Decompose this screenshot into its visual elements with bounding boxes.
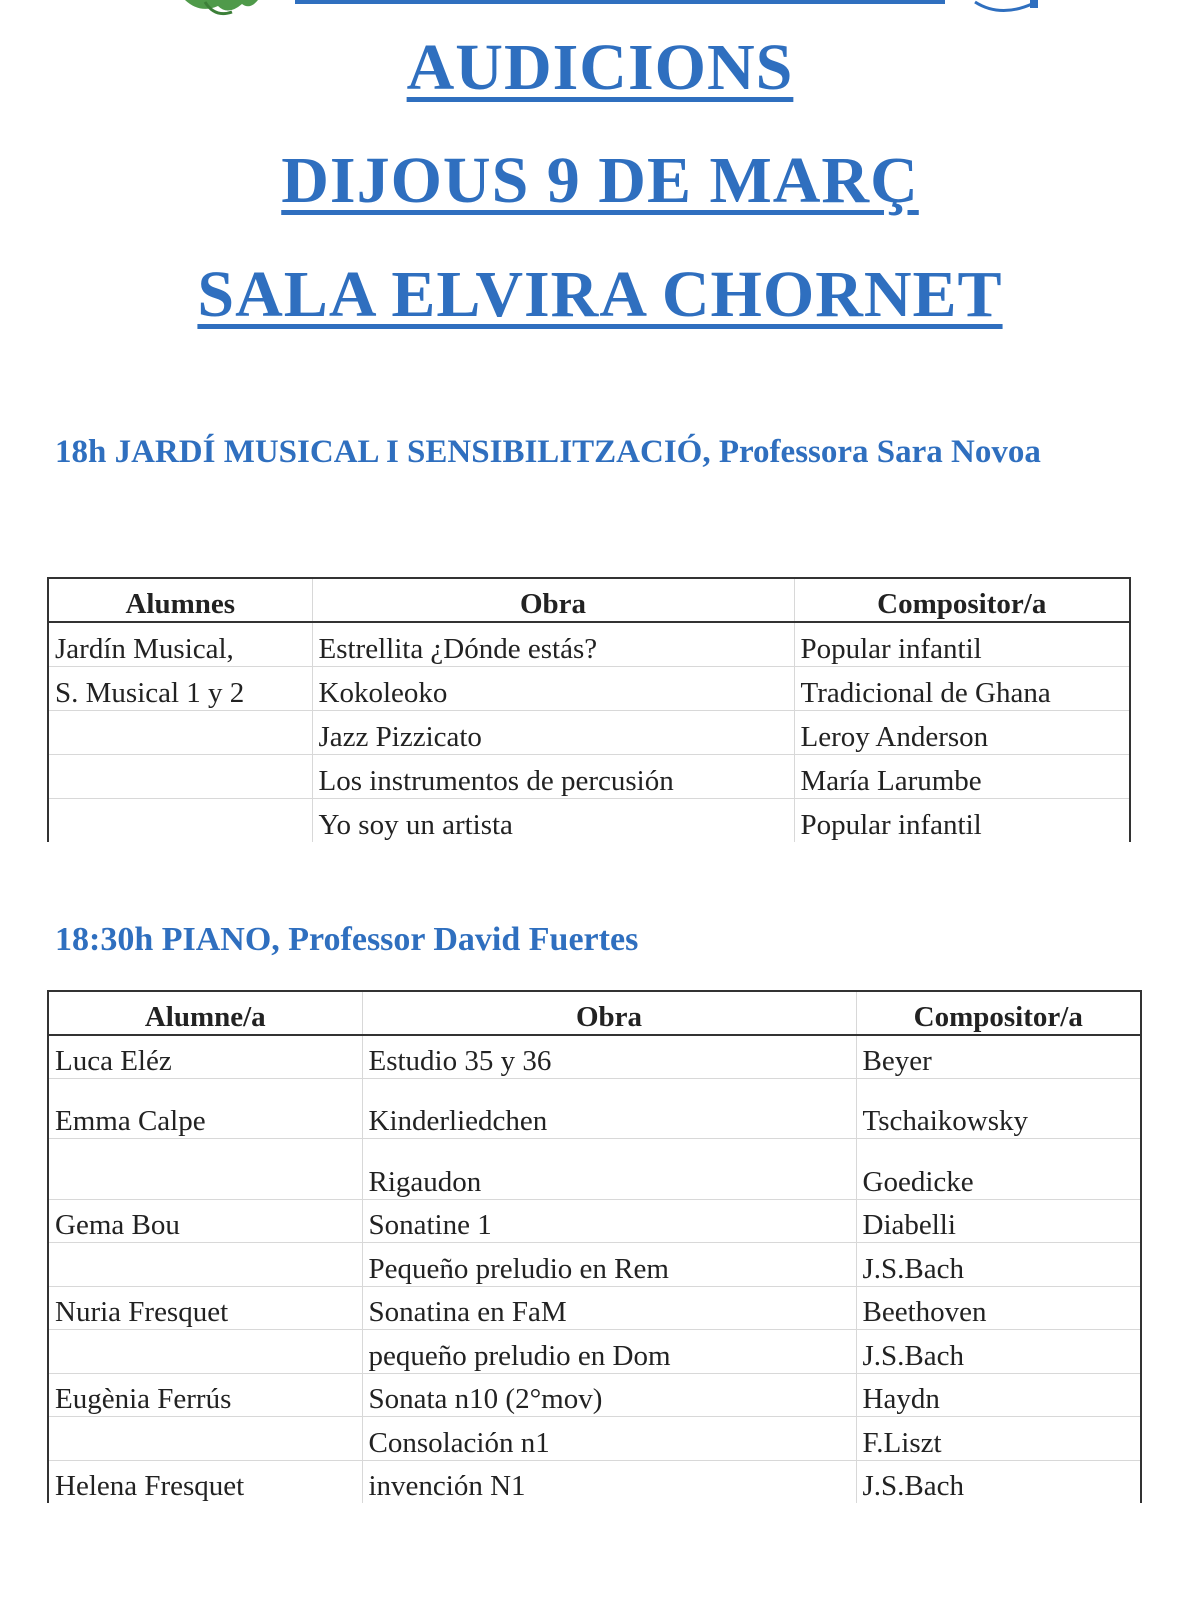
title-auditions: AUDICIONS (406, 31, 794, 104)
work-cell: Rigaudon (362, 1138, 856, 1199)
student-cell (48, 798, 312, 842)
column-header-students: Alumnes (48, 578, 312, 622)
title-date: DIJOUS 9 DE MARÇ (281, 144, 919, 217)
table-row (48, 1416, 1141, 1460)
table-row (48, 1373, 1141, 1416)
work-cell: Estudio 35 y 36 (362, 1035, 856, 1078)
top-decoration (0, 0, 1200, 24)
work-cell: Sonata n10 (2°mov) (362, 1373, 856, 1416)
work-cell: Los instrumentos de percusión (312, 754, 794, 798)
student-cell: Luca Eléz (48, 1035, 362, 1078)
table-row (48, 1286, 1141, 1329)
work-cell: invención N1 (362, 1460, 856, 1503)
work-cell: pequeño preludio en Dom (362, 1329, 856, 1373)
leaf-logo-icon (185, 0, 258, 14)
composer-cell: Haydn (856, 1373, 1141, 1416)
student-cell: Jardín Musical, (48, 622, 312, 666)
table-row (48, 1460, 1141, 1503)
composer-cell: J.S.Bach (856, 1329, 1141, 1373)
table-row (48, 1078, 1141, 1138)
composer-cell: Leroy Anderson (794, 710, 1130, 754)
table-row (48, 798, 1130, 842)
partial-title-text (295, 0, 945, 4)
column-header-work: Obra (312, 578, 794, 622)
student-cell (48, 1329, 362, 1373)
schedule-table-jardi-musical (47, 577, 1131, 842)
work-cell: Jazz Pizzicato (312, 710, 794, 754)
table-row (48, 1035, 1141, 1078)
student-cell: S. Musical 1 y 2 (48, 666, 312, 710)
composer-cell: Beyer (856, 1035, 1141, 1078)
student-cell (48, 710, 312, 754)
composer-cell: Tradicional de Ghana (794, 666, 1130, 710)
table-row (48, 1242, 1141, 1286)
work-cell: Kokoleoko (312, 666, 794, 710)
work-cell: Pequeño preludio en Rem (362, 1242, 856, 1286)
table-header-row (48, 991, 1141, 1035)
student-cell (48, 1242, 362, 1286)
composer-cell: María Larumbe (794, 754, 1130, 798)
student-cell: Eugènia Ferrús (48, 1373, 362, 1416)
work-cell: Yo soy un artista (312, 798, 794, 842)
title-venue: SALA ELVIRA CHORNET (197, 258, 1003, 331)
student-cell (48, 1416, 362, 1460)
column-header-composer: Compositor/a (856, 991, 1141, 1035)
student-cell (48, 1138, 362, 1199)
work-cell: Sonatina en FaM (362, 1286, 856, 1329)
work-cell: Kinderliedchen (362, 1078, 856, 1138)
column-header-student: Alumne/a (48, 991, 362, 1035)
column-header-composer: Compositor/a (794, 578, 1130, 622)
composer-cell: J.S.Bach (856, 1242, 1141, 1286)
composer-cell: Tschaikowsky (856, 1078, 1141, 1138)
work-cell: Consolación n1 (362, 1416, 856, 1460)
student-cell: Emma Calpe (48, 1078, 362, 1138)
composer-cell: Popular infantil (794, 622, 1130, 666)
column-header-work: Obra (362, 991, 856, 1035)
student-cell: Helena Fresquet (48, 1460, 362, 1503)
table-row (48, 1329, 1141, 1373)
student-cell (48, 754, 312, 798)
composer-cell: J.S.Bach (856, 1460, 1141, 1503)
composer-cell: Diabelli (856, 1199, 1141, 1242)
table-row (48, 622, 1130, 666)
table-row (48, 754, 1130, 798)
composer-cell: Goedicke (856, 1138, 1141, 1199)
composer-cell: F.Liszt (856, 1416, 1141, 1460)
section-heading-piano: 18:30h PIANO, Professor David Fuertes (55, 921, 639, 958)
work-cell: Sonatine 1 (362, 1199, 856, 1242)
student-cell: Nuria Fresquet (48, 1286, 362, 1329)
composer-cell: Beethoven (856, 1286, 1141, 1329)
table-row (48, 710, 1130, 754)
student-cell: Gema Bou (48, 1199, 362, 1242)
table-row (48, 1138, 1141, 1199)
table-row (48, 666, 1130, 710)
school-logo-icon (975, 0, 1038, 11)
table-row (48, 1199, 1141, 1242)
section-heading-jardi-musical: 18h JARDÍ MUSICAL I SENSIBILITZACIÓ, Professora Sara Novoa (55, 434, 1041, 470)
composer-cell: Popular infantil (794, 798, 1130, 842)
schedule-table-piano (47, 990, 1142, 1503)
work-cell: Estrellita ¿Dónde estás? (312, 622, 794, 666)
table-header-row (48, 578, 1130, 622)
